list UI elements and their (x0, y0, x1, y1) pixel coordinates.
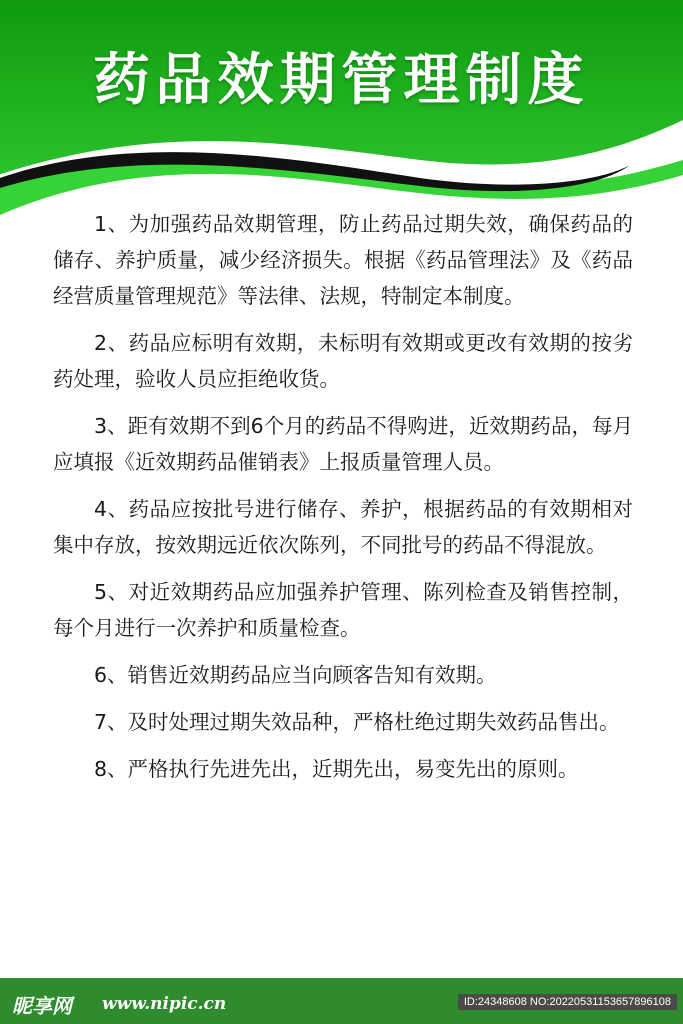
rule-paragraph-3: 3、距有效期不到6个月的药品不得购进，近效期药品，每月应填报《近效期药品催销表》上报质量管理人员。 (53, 414, 633, 474)
rule-paragraph-2: 2、药品应标明有效期，未标明有效期或更改有效期的按劣药处理，验收人员应拒绝收货。 (53, 331, 633, 391)
rule-paragraph-5: 5、对近效期药品应加强养护管理、陈列检查及销售控制，每个月进行一次养护和质量检查。 (53, 580, 633, 640)
nipic-logo: 昵享网 (12, 994, 72, 1018)
rule-paragraph-6: 6、销售近效期药品应当向顾客告知有效期。 (94, 663, 497, 687)
rule-paragraph-1: 1、为加强药品效期管理，防止药品过期失效，确保药品的储存、养护质量，减少经济损失。根据《药品管理法》及《药品经营质量管理规范》等法律、法规，特制定本制度。 (53, 212, 633, 308)
page-title: 药品效期管理制度 (93, 48, 590, 113)
rule-paragraph-8: 8、严格执行先进先出，近期先出，易变先出的原则。 (94, 757, 579, 781)
watermark-footer (0, 978, 683, 1024)
rule-paragraph-7: 7、及时处理过期失效品种，严格杜绝过期失效药品售出。 (94, 710, 620, 734)
rule-paragraph-4: 4、药品应按批号进行储存、养护，根据药品的有效期相对集中存放，按效期远近依次陈列，不同批号的药品不得混放。 (53, 497, 633, 557)
header-banner (0, 0, 683, 230)
rules-body (53, 206, 633, 798)
nipic-url: www.nipic.cn (102, 994, 227, 1014)
image-id-badge: ID:24348608 NO:20220531153657896108 (458, 994, 677, 1010)
